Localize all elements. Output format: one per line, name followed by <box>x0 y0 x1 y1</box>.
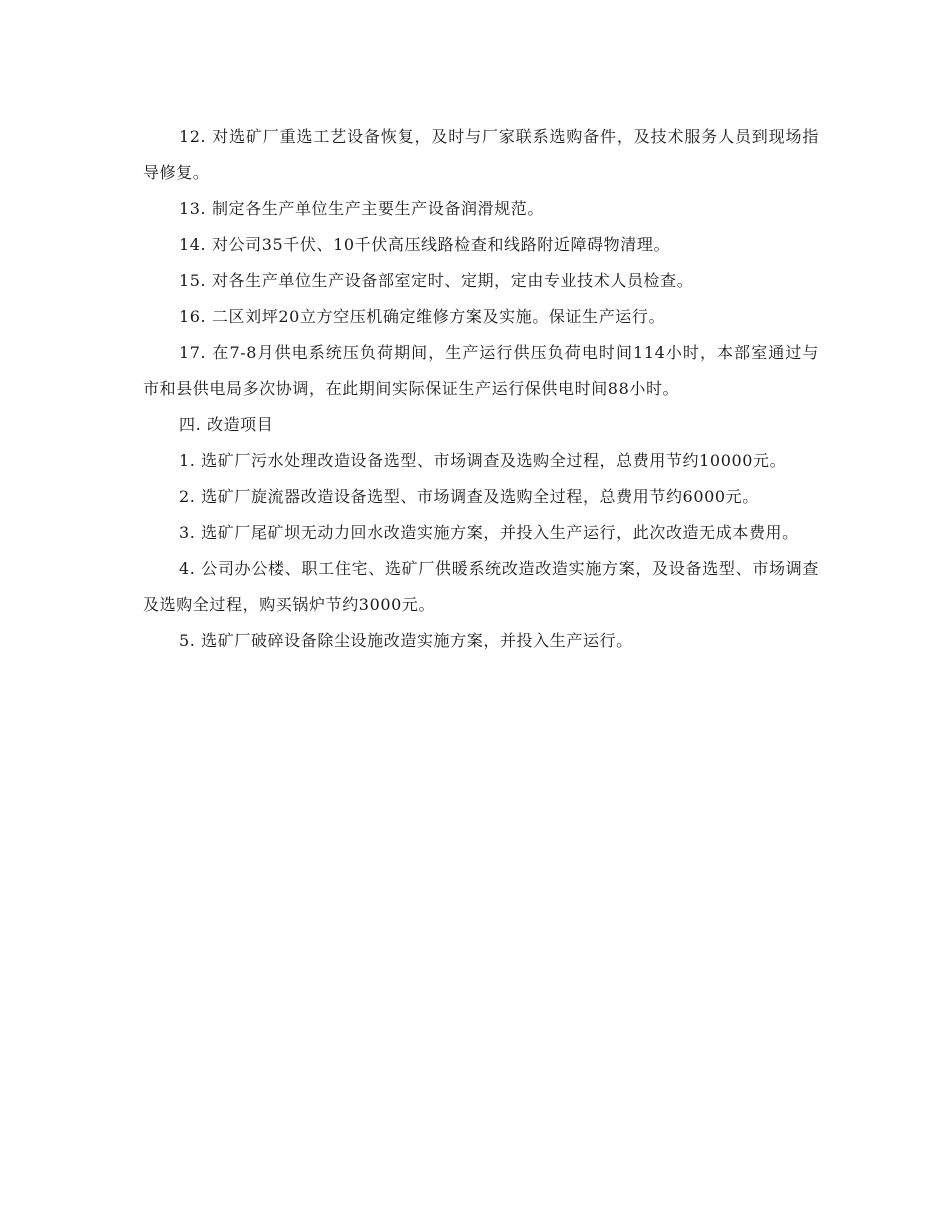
item-text: 公司办公楼、职工住宅、选矿厂供暖系统改造改造实施方案，及设备选型、市场调查及选购全过程，购买锅炉节约3000元。 <box>143 559 820 614</box>
list-item-17 <box>143 335 819 407</box>
item-text: 制定各生产单位生产主要生产设备润滑规范。 <box>211 199 544 218</box>
list-item-3 <box>143 515 819 551</box>
item-number: 17. <box>179 343 207 362</box>
item-number: 3. <box>179 523 196 542</box>
section-heading <box>143 407 819 443</box>
list-item-16 <box>143 299 819 335</box>
item-number: 2. <box>179 487 196 506</box>
item-number: 13. <box>179 199 207 218</box>
item-text: 选矿厂旋流器改造设备选型、市场调查及选购全过程，总费用节约6000元。 <box>201 487 759 506</box>
item-text: 对选矿厂重选工艺设备恢复，及时与厂家联系选购备件，及技术服务人员到现场指导修复。 <box>143 127 819 182</box>
item-text: 选矿厂破碎设备除尘设施改造实施方案，并投入生产运行。 <box>201 631 633 650</box>
list-item-5 <box>143 623 819 659</box>
item-text: 对公司35千伏、10千伏高压线路检查和线路附近障碍物清理。 <box>211 235 671 254</box>
item-number: 12. <box>179 127 207 146</box>
section-number: 四. <box>179 415 202 434</box>
section-title: 改造项目 <box>206 415 274 434</box>
item-number: 14. <box>179 235 207 254</box>
list-item-13 <box>143 191 819 227</box>
list-item-1 <box>143 443 819 479</box>
document-body <box>143 119 819 659</box>
list-item-12 <box>143 119 819 191</box>
list-item-2 <box>143 479 819 515</box>
item-text: 二区刘坪20立方空压机确定维修方案及实施。保证生产运行。 <box>211 307 666 326</box>
list-item-15 <box>143 263 819 299</box>
item-text: 对各生产单位生产设备部室定时、定期，定由专业技术人员检查。 <box>211 271 694 290</box>
item-number: 5. <box>179 631 196 650</box>
item-number: 16. <box>179 307 207 326</box>
item-text: 在7-8月供电系统压负荷期间，生产运行供压负荷电时间114小时，本部室通过与市和县供电局多次协调，在此期间实际保证生产运行保供电时间88小时。 <box>143 343 819 398</box>
item-text: 选矿厂尾矿坝无动力回水改造实施方案，并投入生产运行，此次改造无成本费用。 <box>201 523 799 542</box>
item-text: 选矿厂污水处理改造设备选型、市场调查及选购全过程，总费用节约10000元。 <box>201 451 787 470</box>
list-item-4 <box>143 551 819 623</box>
list-item-14 <box>143 227 819 263</box>
item-number: 4. <box>179 559 196 578</box>
item-number: 15. <box>179 271 207 290</box>
item-number: 1. <box>179 451 196 470</box>
